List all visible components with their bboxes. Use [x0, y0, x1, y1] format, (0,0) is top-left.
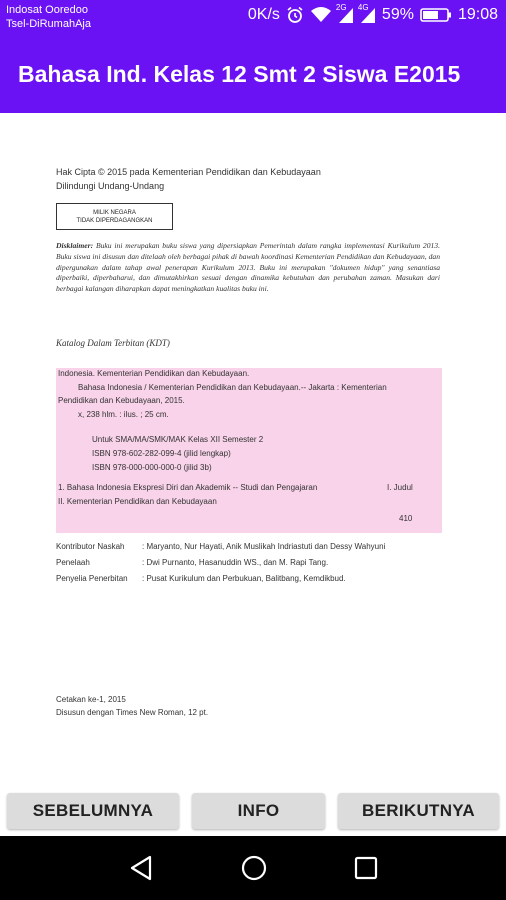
- home-icon[interactable]: [240, 854, 268, 882]
- disclaimer-paragraph: [56, 241, 440, 295]
- print-edition: Cetakan ke-1, 2015: [56, 695, 126, 704]
- cip-subject-2: II. Kementerian Pendidikan dan Kebudayaan: [58, 497, 217, 506]
- cip-class-number: 410: [399, 514, 413, 523]
- credit-row: [56, 571, 385, 587]
- catalog-heading: Katalog Dalam Terbitan (KDT): [56, 338, 170, 348]
- book-page[interactable]: [0, 113, 506, 780]
- network-type-1: 2G: [335, 3, 347, 12]
- clock: 19:08: [457, 6, 498, 23]
- cip-pages: x, 238 hlm. : ilus. ; 25 cm.: [78, 410, 169, 419]
- cip-title-line-1: Bahasa Indonesia / Kementerian Pendidikan dan Kebudayaan.-- Jakarta : Kementerian: [78, 383, 387, 392]
- previous-button[interactable]: SEBELUMNYA: [7, 793, 179, 829]
- signal-indicator-1: [335, 3, 354, 24]
- battery-percent: 59%: [381, 6, 414, 23]
- page-navigation: [0, 780, 506, 836]
- carrier-name-1: Indosat Ooredoo: [6, 4, 88, 16]
- credit-row: [56, 555, 385, 571]
- carrier-info: [6, 3, 91, 31]
- info-button[interactable]: INFO: [192, 793, 325, 829]
- stamp-line-1: MILIK NEGARA: [93, 210, 136, 216]
- cip-subject-1: 1. Bahasa Indonesia Ekspresi Diri dan Akademik -- Studi dan Pengajaran: [58, 483, 318, 492]
- network-type-2: 4G: [357, 3, 369, 12]
- credit-value: : Maryanto, Nur Hayati, Anik Muslikah Indriastuti dan Dessy Wahyuni: [142, 542, 386, 551]
- next-button[interactable]: BERIKUTNYA: [338, 793, 499, 829]
- print-font-note: Disusun dengan Times New Roman, 12 pt.: [56, 708, 209, 717]
- credits-block: [56, 539, 385, 587]
- app-title: Bahasa Ind. Kelas 12 Smt 2 Siswa E2015: [18, 61, 461, 87]
- copyright-line: Hak Cipta © 2015 pada Kementerian Pendidikan dan Kebudayaan: [56, 167, 321, 177]
- credit-label: Kontributor Naskah: [56, 542, 125, 551]
- alarm-icon: [286, 6, 304, 24]
- cip-block: [56, 368, 442, 533]
- app-bar: [0, 35, 506, 113]
- signal-indicator-2: [357, 3, 376, 24]
- copyright-block: [56, 165, 321, 193]
- cip-publisher: Indonesia. Kementerian Pendidikan dan Kebudayaan.: [58, 369, 250, 378]
- cip-isbn-1: ISBN 978-602-282-099-4 (jilid lengkap): [92, 449, 231, 458]
- system-navigation-bar: [0, 836, 506, 900]
- network-speed: 0K/s: [247, 6, 280, 23]
- cip-title-line-2: Pendidikan dan Kebudayaan, 2015.: [58, 396, 185, 405]
- credit-value: : Pusat Kurikulum dan Perbukuan, Balitbang, Kemdikbud.: [142, 574, 346, 583]
- recents-icon[interactable]: [353, 854, 379, 882]
- cip-target: Untuk SMA/MA/SMK/MAK Kelas XII Semester 2: [92, 435, 264, 444]
- status-icons: [247, 3, 498, 24]
- battery-icon: [420, 7, 452, 23]
- back-icon[interactable]: [128, 854, 154, 882]
- cip-subject-1-right: I. Judul: [387, 483, 413, 492]
- ownership-stamp: [56, 203, 173, 230]
- carrier-name-2: Tsel-DiRumahAja: [6, 18, 91, 30]
- cip-isbn-2: ISBN 978-000-000-000-0 (jilid 3b): [92, 463, 212, 472]
- stamp-line-2: TIDAK DIPERDAGANGKAN: [76, 218, 153, 224]
- disclaimer-text: Buku ini merupakan buku siswa yang dipersiapkan Pemerintah dalam rangka implementasi Kurikulum 2013. Buku siswa ini disusun dan ditelaah oleh berbagai pihak di bawah koordinasi Kementerian Pendidikan dan Kebudayaan, dan dipergunakan dalam tahap awal penerapan Kurikulum 2013. Buku ini merupakan "dokumen hidup" yang senantiasa diperbaiki, diperbaharui, dan dimutakhirkan sesuai dengan dinamika kebutuhan dan perubahan zaman. Masukan dari berbagai kalangan diharapkan dapat meningkatkan kualitas buku ini.: [56, 241, 440, 294]
- credit-value: : Dwi Purnanto, Hasanuddin WS., dan M. Rapi Tang.: [142, 558, 329, 567]
- protection-line: Dilindungi Undang-Undang: [56, 181, 165, 191]
- wifi-icon: [310, 6, 332, 24]
- print-info: [56, 693, 208, 719]
- credit-label: Penyelia Penerbitan: [56, 574, 128, 583]
- credit-row: [56, 539, 385, 555]
- credit-label: Penelaah: [56, 558, 90, 567]
- disclaimer-label: Disklaimer:: [56, 241, 94, 250]
- status-bar: [0, 0, 506, 35]
